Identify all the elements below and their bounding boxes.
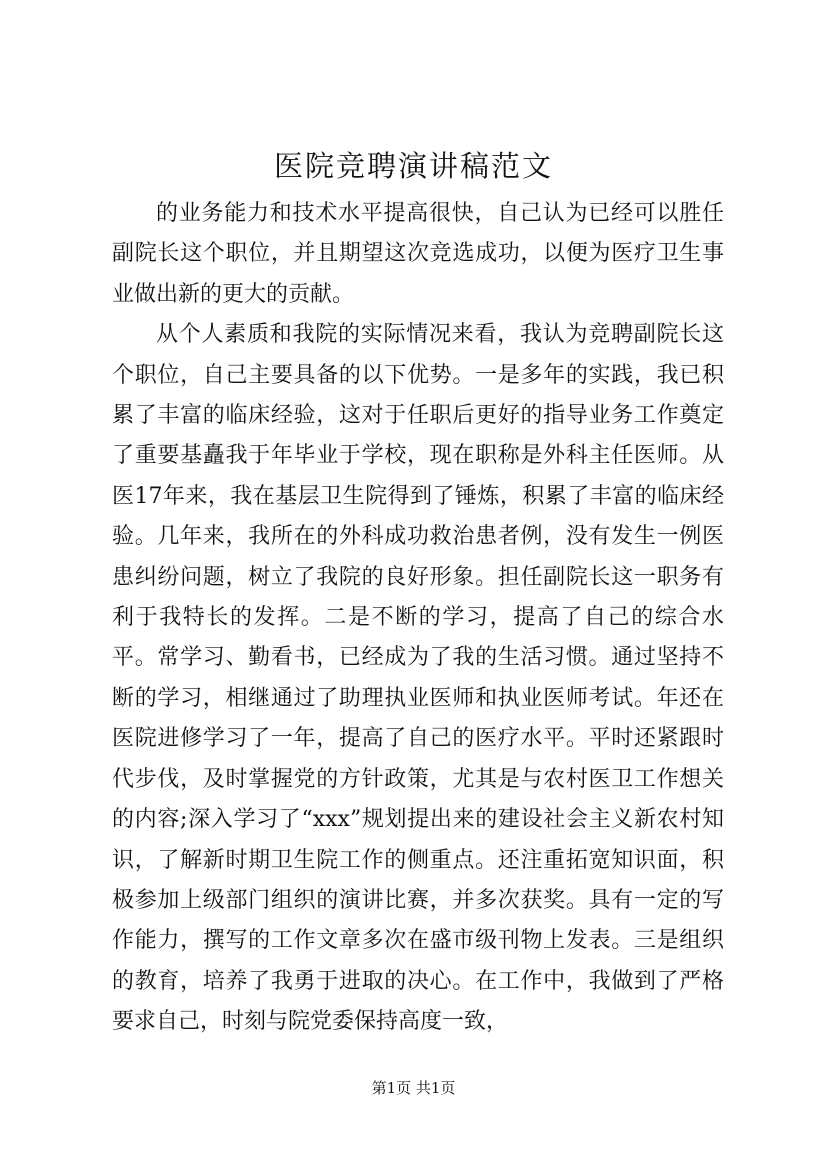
- paragraph: 从个人素质和我院的实际情况来看，我认为竞聘副院长这个职位，自己主要具备的以下优势。一是多年的实践，我已积累了丰富的临床经验，这对于任职后更好的指导业务工作奠定了重要基矗我于年毕业于学校，现在职称是外科主任医师。从医17年来，我在基层卫生院得到了锤炼，积累了丰富的临床经验。几年来，我所在的外科成功救治患者例，没有发生一例医患纠纷问题，树立了我院的良好形象。担任副院长这一职务有利于我特长的发挥。二是不断的学习，提高了自己的综合水平。常学习、勤看书，已经成为了我的生活习惯。通过坚持不断的学习，相继通过了助理执业医师和执业医师考试。年还在医院进修学习了一年，提高了自己的医疗水平。平时还紧跟时代步伐，及时掌握党的方针政策，尤其是与农村医卫工作想关的内容;深入学习了“xxx”规划提出来的建设社会主义新农村知识，了解新时期卫生院工作的侧重点。还注重拓宽知识面，积极参加上级部门组织的演讲比赛，并多次获奖。具有一定的写作能力，撰写的工作文章多次在盛市级刊物上发表。三是组织的教育，培养了我勇于进取的决心。在工作中，我做到了严格要求自己，时刻与院党委保持高度一致，: [112, 322, 724, 1035]
- document-body: [112, 194, 724, 1043]
- document-title: 医院竞聘演讲稿范文: [273, 149, 553, 183]
- page-footer: 第1页 共1页: [371, 1079, 456, 1097]
- paragraph: 的业务能力和技术水平提高很快，自己认为已经可以胜任副院长这个职位，并且期望这次竞选成功，以便为医疗卫生事业做出新的更大的贡献。: [112, 201, 724, 307]
